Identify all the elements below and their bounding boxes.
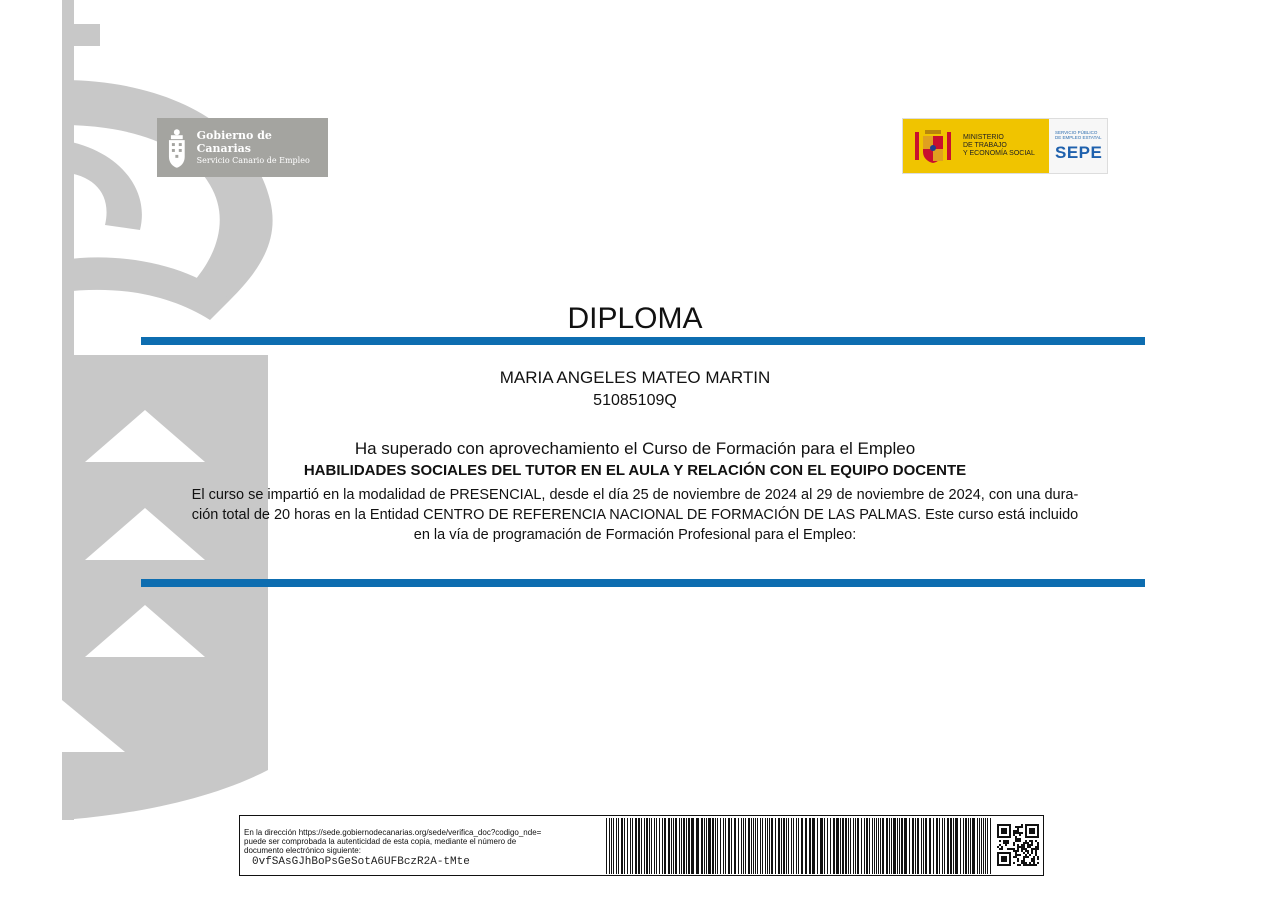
recipient-name: MARIA ANGELES MATEO MARTIN xyxy=(499,368,771,387)
barcode-icon xyxy=(606,818,992,874)
details-line-3: en la vía de programación de Formación Profesional para el Empleo: xyxy=(413,527,857,543)
gobierno-canarias-name: Gobierno de Canarias xyxy=(196,129,272,155)
verification-code: 0vfSAsGJhBoPsGeSotA6UFBczR2A-tMte xyxy=(252,856,470,868)
spain-coat-of-arms-icon xyxy=(911,124,955,168)
course-title: HABILIDADES SOCIALES DEL TUTOR EN EL AULA Y RELACIÓN CON EL EQUIPO DOCENTE xyxy=(303,462,967,479)
verification-text xyxy=(244,828,594,855)
ministry-line-3: Y ECONOMÍA SOCIAL xyxy=(963,150,1035,158)
details-line-2: ción total de 20 horas en la Entidad CENTRO DE REFERENCIA NACIONAL DE FORMACIÓN DE LAS PALMAS. Este curso está incluido xyxy=(191,507,1079,523)
achievement-statement: Ha superado con aprovechamiento el Curso de Formación para el Empleo xyxy=(354,439,916,458)
ministry-block xyxy=(903,119,1049,173)
verification-box xyxy=(239,815,1044,876)
sepe-block xyxy=(1049,119,1107,173)
servicio-canario-empleo: Servicio Canario de Empleo xyxy=(196,155,310,165)
top-divider xyxy=(141,337,1145,345)
gobierno-canarias-logo xyxy=(157,118,328,177)
sepe-wordmark: SEPE xyxy=(1055,142,1103,162)
verification-line-2: puede ser comprobada la autenticidad de esta copia, mediante el número de xyxy=(244,837,517,846)
ministerio-sepe-logo xyxy=(902,118,1108,174)
qr-code-icon xyxy=(997,824,1039,866)
ministry-line-1: MINISTERIO xyxy=(963,133,1004,141)
ministry-line-2: DE TRABAJO xyxy=(963,141,1007,149)
canarias-crest-icon xyxy=(166,127,188,169)
details-line-1: El curso se impartió en la modalidad de PRESENCIAL, desde el día 25 de noviembre de 2024 al 29 de noviembre de 2024, con una dura- xyxy=(191,487,1079,503)
verification-line-1: En la dirección https://sede.gobiernodecanarias.org/sede/verifica_doc?codigo_nde= xyxy=(244,828,542,837)
diploma-title: DIPLOMA xyxy=(567,302,703,335)
course-details xyxy=(165,485,1105,545)
sepe-small-text: SERVICIO PÚBLICO DE EMPLEO ESTATAL xyxy=(1055,129,1102,141)
bottom-divider xyxy=(141,579,1145,587)
verification-line-3: documento electrónico siguiente: xyxy=(244,846,361,855)
recipient-id: 51085109Q xyxy=(593,392,677,409)
